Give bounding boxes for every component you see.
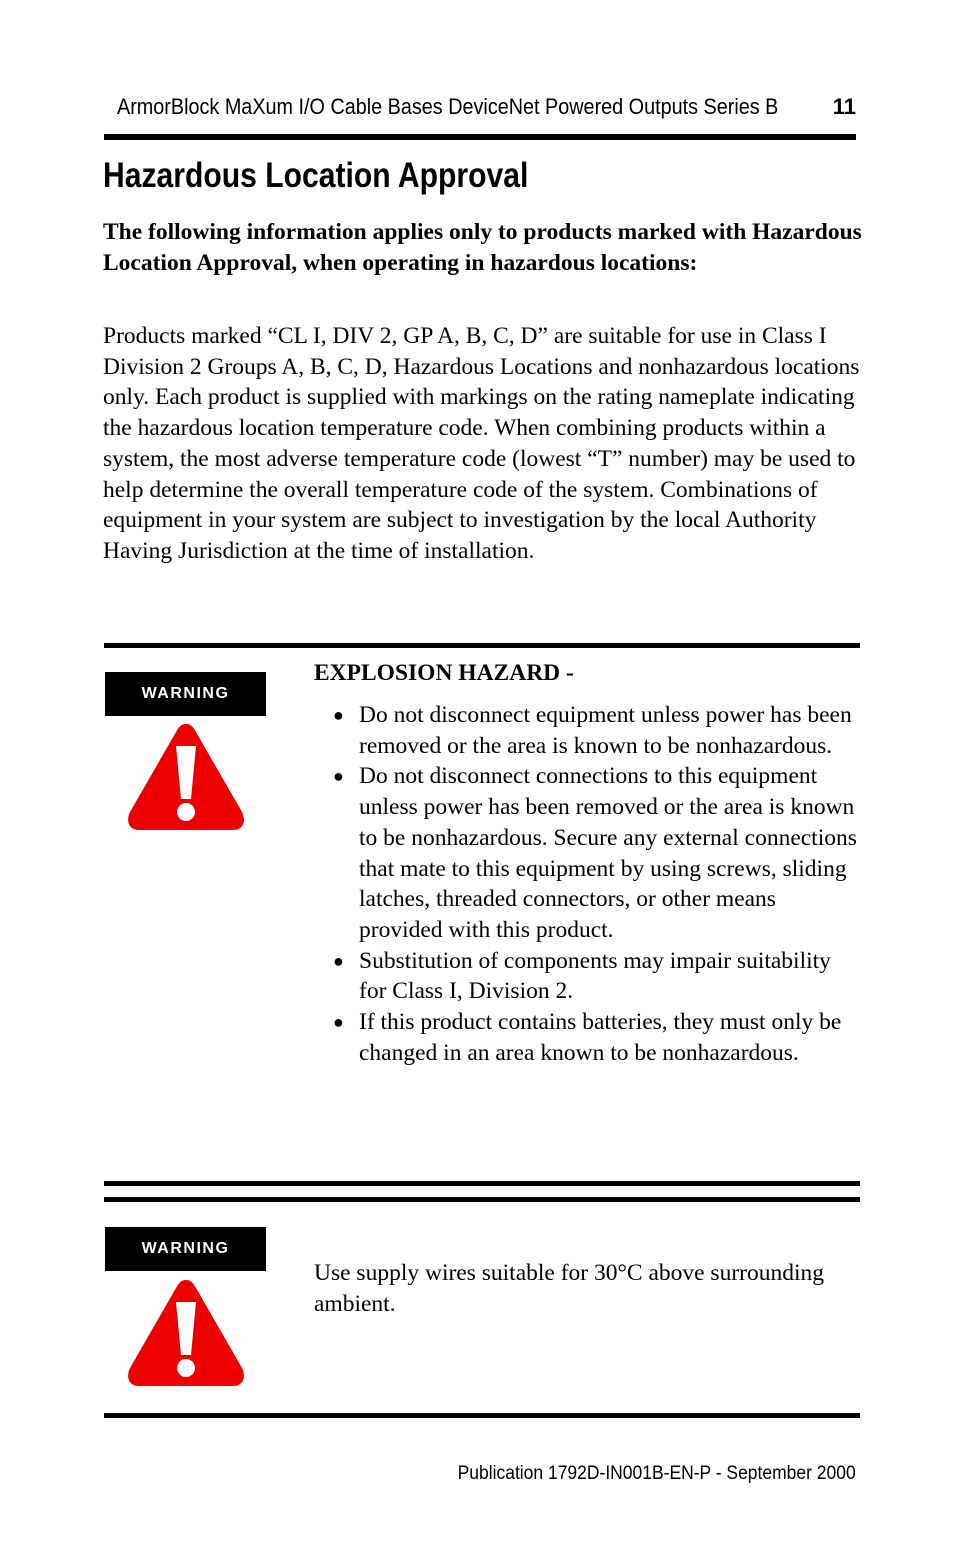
warning-top-rule [104, 1197, 860, 1202]
list-item: ● Do not disconnect connections to this equipment unless power has been removed or the area is known to be nonhazardous. Secure any external connections that mate to this equipment by using screws, sliding latches, threaded connectors, or other means provided with this product. [333, 763, 857, 943]
supply-wire-warning-text: Use supply wires suitable for 30°C above surrounding ambient. [314, 1260, 825, 1317]
section-intro: The following information applies only to products marked with Hazardous Location Approval, when operating in hazardous locations: [103, 219, 862, 276]
warning-label: WARNING [105, 1227, 266, 1271]
section-body: Products marked “CL I, DIV 2, GP A, B, C, D” are suitable for use in Class I Division 2 Groups A, B, C, D, Hazardous Locations and nonhazardous locations only. Each product is supplied with markings on the rating nameplate indicating the hazardous location temperature code. When combining products within a system, the most adverse temperature code (lowest “T” number) may be used to help determine the overall temperature code of the system. Combinations of equipment in your system are subject to investigation by the local Authority Having Jurisdiction at the time of installation. [103, 323, 860, 564]
hazard-list [314, 700, 864, 1068]
hazard-heading: EXPLOSION HAZARD - [314, 660, 574, 686]
warning-triangle-icon [125, 1276, 247, 1388]
list-item: ● Substitution of components may impair suitability for Class I, Division 2. [333, 947, 831, 1005]
running-header [104, 90, 856, 130]
section-title: Hazardous Location Approval [103, 156, 529, 195]
warning-top-rule [104, 643, 860, 648]
warning-triangle-icon [125, 720, 247, 832]
publication-footer: Publication 1792D-IN001B-EN-P - September 2000 [457, 1463, 856, 1484]
header-title: ArmorBlock MaXum I/O Cable Bases DeviceNet Powered Outputs Series B [117, 94, 779, 119]
warning-bottom-rule [104, 1181, 860, 1186]
warning-bottom-rule [104, 1413, 860, 1418]
warning-label: WARNING [105, 672, 266, 716]
list-item: ● Do not disconnect equipment unless power has been removed or the area is known to be nonhazardous. [333, 702, 852, 759]
list-item: ● If this product contains batteries, they must only be changed in an area known to be nonhazardous. [333, 1009, 842, 1066]
header-rule [104, 134, 856, 140]
page-number: 11 [832, 94, 856, 119]
